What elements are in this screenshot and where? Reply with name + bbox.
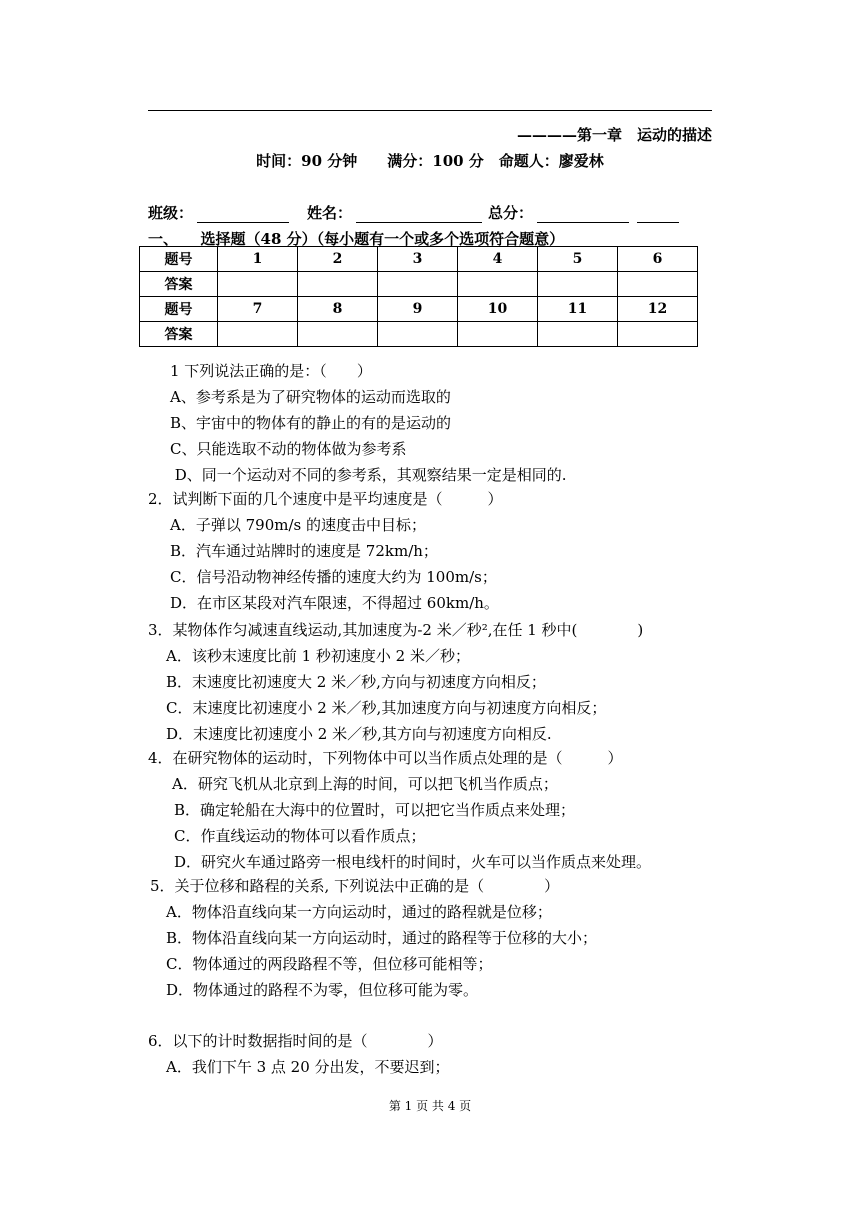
class-field[interactable] — [197, 208, 289, 223]
name-label: 姓名： — [307, 204, 353, 222]
question-option: B、宇宙中的物体有的静止的有的是运动的 — [170, 414, 452, 432]
name-field[interactable] — [356, 208, 482, 223]
answer-table-row — [140, 247, 698, 272]
answer-cell[interactable] — [618, 272, 698, 297]
answer-cell[interactable] — [378, 272, 458, 297]
question-option: D、同一个运动对不同的参考系，其观察结果一定是相同的. — [170, 466, 567, 484]
row-header-cell: 题号 — [140, 297, 218, 322]
question-option: A、参考系是为了研究物体的运动而选取的 — [170, 388, 451, 406]
exam-meta: 时间：90 分钟 满分：100 分 命题人：廖爱林 — [256, 152, 604, 170]
question-option: C．物体通过的两段路程不等，但位移可能相等； — [166, 955, 493, 973]
question-number-cell: 12 — [618, 297, 698, 322]
answer-cell[interactable] — [618, 322, 698, 347]
answer-cell[interactable] — [218, 322, 298, 347]
answer-table — [139, 246, 698, 347]
class-label: 班级： — [148, 204, 194, 222]
header-rule — [148, 110, 712, 111]
answer-table-row — [140, 272, 698, 297]
question-option: C．信号沿动物神经传播的速度大约为 100m/s； — [170, 568, 497, 586]
answer-table-row — [140, 297, 698, 322]
question-stem: 6．以下的计时数据指时间的是（ ） — [148, 1032, 443, 1050]
row-header-cell: 答案 — [140, 272, 218, 297]
student-info-line — [148, 202, 685, 223]
total-field-extra[interactable] — [637, 208, 679, 223]
question-number-cell: 11 — [538, 297, 618, 322]
answer-cell[interactable] — [218, 272, 298, 297]
question-option: D．末速度比初速度小 2 米／秒,其方向与初速度方向相反. — [166, 725, 552, 743]
answer-cell[interactable] — [538, 322, 618, 347]
answer-cell[interactable] — [458, 322, 538, 347]
question-option: A．物体沿直线向某一方向运动时，通过的路程就是位移； — [166, 903, 552, 921]
question-option: D．在市区某段对汽车限速，不得超过 60km/h。 — [170, 594, 499, 612]
question-option: B．确定轮船在大海中的位置时，可以把它当作质点来处理； — [174, 801, 576, 819]
question-option: C．末速度比初速度小 2 米／秒,其加速度方向与初速度方向相反； — [166, 699, 607, 717]
question-option: C．作直线运动的物体可以看作质点； — [174, 827, 426, 845]
question-number-cell: 3 — [378, 247, 458, 272]
question-number-cell: 2 — [298, 247, 378, 272]
answer-cell[interactable] — [378, 322, 458, 347]
chapter-title: ————第一章 运动的描述 — [516, 126, 712, 144]
question-number-cell: 10 — [458, 297, 538, 322]
row-header-cell: 题号 — [140, 247, 218, 272]
answer-cell[interactable] — [298, 272, 378, 297]
question-number-cell: 9 — [378, 297, 458, 322]
question-number-cell: 5 — [538, 247, 618, 272]
question-stem: 4．在研究物体的运动时，下列物体中可以当作质点处理的是（ ） — [148, 749, 623, 767]
question-number-cell: 8 — [298, 297, 378, 322]
answer-table-row — [140, 322, 698, 347]
question-option: A．我们下午 3 点 20 分出发，不要迟到； — [166, 1058, 450, 1076]
row-header-cell: 答案 — [140, 322, 218, 347]
question-option: D．研究火车通过路旁一根电线杆的时间时，火车可以当作质点来处理。 — [174, 853, 652, 871]
total-field[interactable] — [537, 208, 629, 223]
question-number-cell: 1 — [218, 247, 298, 272]
answer-cell[interactable] — [538, 272, 618, 297]
question-option: B．汽车通过站牌时的速度是 72km/h； — [170, 542, 438, 560]
question-number-cell: 6 — [618, 247, 698, 272]
question-stem: 1 下列说法正确的是：（ ） — [170, 362, 372, 380]
question-number-cell: 4 — [458, 247, 538, 272]
question-stem: 3．某物体作匀减速直线运动,其加速度为-2 米／秒²,在任 1 秒中( ) — [148, 621, 644, 639]
total-label: 总分： — [488, 204, 534, 222]
question-option: B．末速度比初速度大 2 米／秒,方向与初速度方向相反； — [166, 673, 546, 691]
question-option: A．子弹以 790m/s 的速度击中目标； — [170, 516, 426, 534]
question-option: D．物体通过的路程不为零，但位移可能为零。 — [166, 981, 479, 999]
question-option: C、只能选取不动的物体做为参考系 — [170, 440, 407, 458]
page-footer: 第 1 页 共 4 页 — [388, 1099, 472, 1113]
section-title: 一、 选择题（48 分）（每小题有一个或多个选项符合题意） — [148, 230, 565, 248]
question-option: A．该秒末速度比前 1 秒初速度小 2 米／秒； — [166, 647, 470, 665]
question-option: A．研究飞机从北京到上海的时间，可以把飞机当作质点； — [172, 775, 558, 793]
question-stem: 2．试判断下面的几个速度中是平均速度是（ ） — [148, 490, 503, 508]
question-stem: 5．关于位移和路程的关系, 下列说法中正确的是（ ） — [150, 877, 560, 895]
question-option: B．物体沿直线向某一方向运动时，通过的路程等于位移的大小； — [166, 929, 598, 947]
question-number-cell: 7 — [218, 297, 298, 322]
answer-cell[interactable] — [298, 322, 378, 347]
answer-cell[interactable] — [458, 272, 538, 297]
